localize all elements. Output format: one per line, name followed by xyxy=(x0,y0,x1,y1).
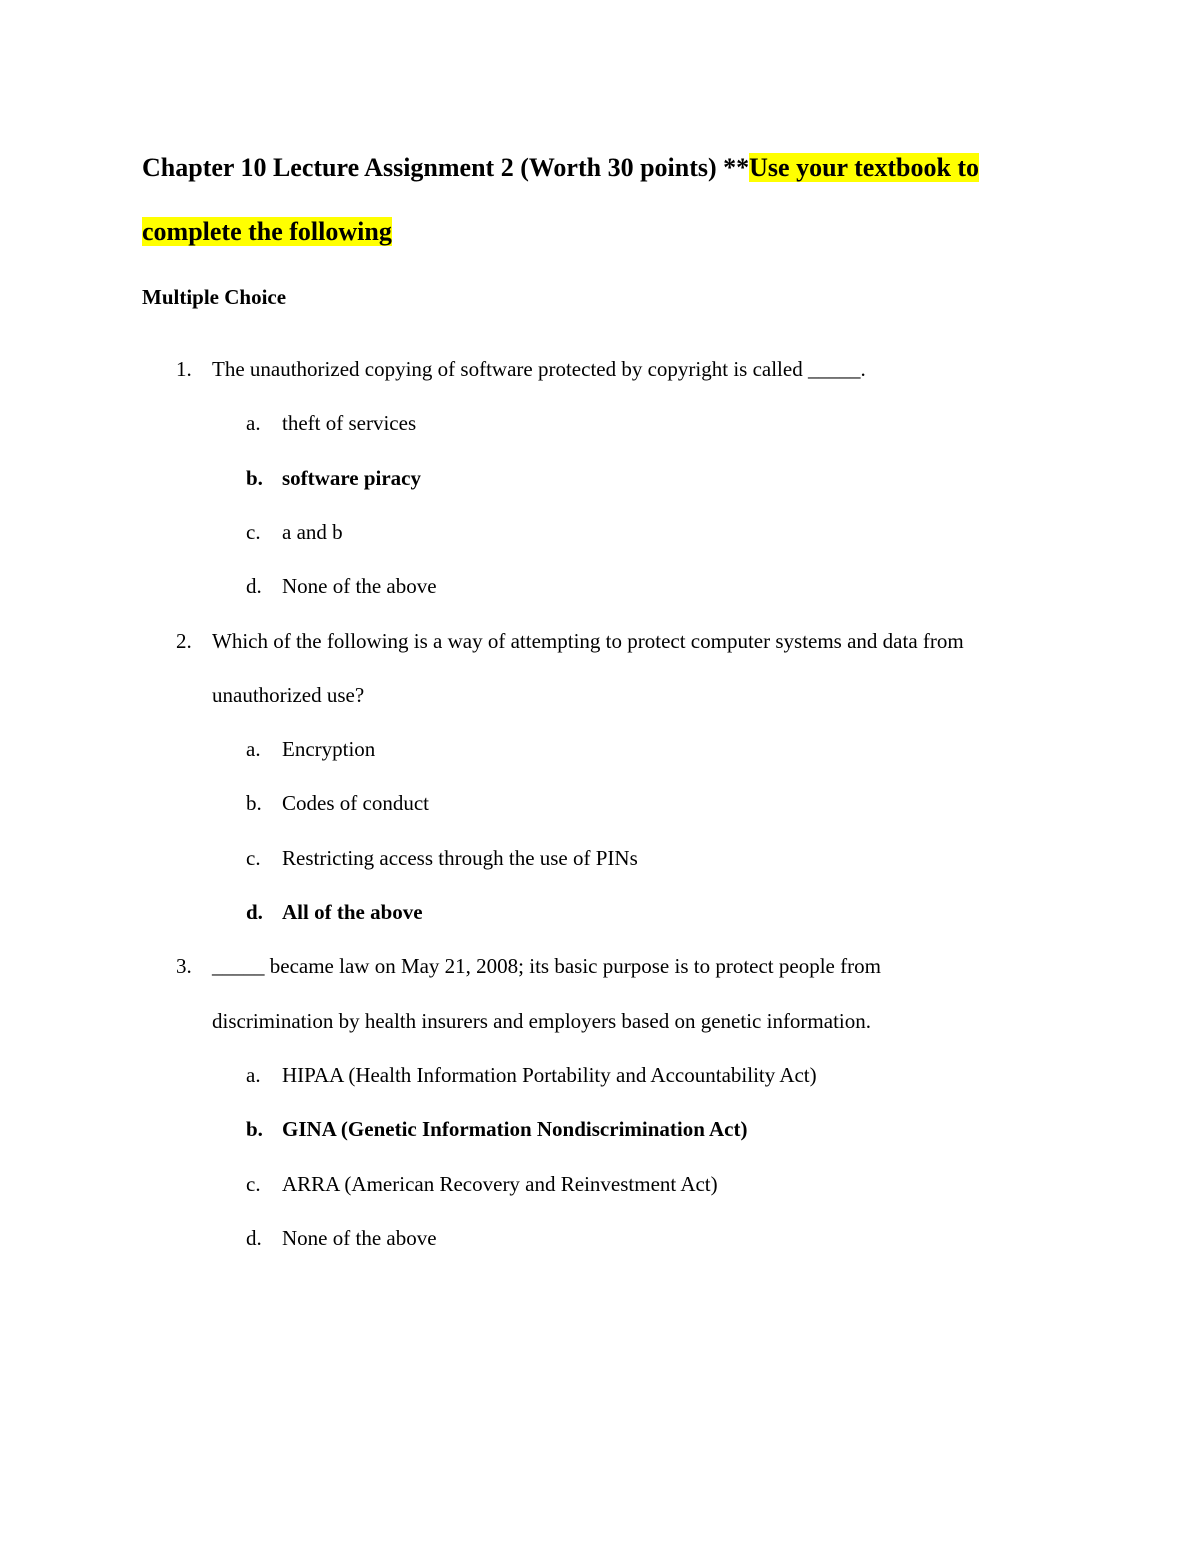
option-letter: d. xyxy=(246,1225,262,1250)
title-highlight-line1: Use your textbook to xyxy=(749,153,980,182)
title-main: Chapter 10 Lecture Assignment 2 (Worth 30 points) ** xyxy=(142,153,750,182)
question-text: _____ became law on May 21, 2008; its basic purpose is to protect people from xyxy=(212,954,881,979)
section-heading: Multiple Choice xyxy=(142,285,287,309)
question-text: The unauthorized copying of software protected by copyright is called _____. xyxy=(212,357,866,381)
question-text: Which of the following is a way of attempting to protect computer systems and data from xyxy=(212,628,964,653)
option-text: Codes of conduct xyxy=(282,791,429,816)
option-letter: a. xyxy=(246,1062,261,1087)
option-text: software piracy xyxy=(282,465,421,490)
option-letter: a. xyxy=(246,737,261,762)
option-text: None of the above xyxy=(282,574,437,599)
question-text: discrimination by health insurers and employers based on genetic information. xyxy=(212,1008,871,1033)
option-letter: d. xyxy=(246,574,262,599)
option-text: HIPAA (Health Information Portability and Accountability Act) xyxy=(282,1062,817,1087)
title-highlight-line2: complete the following xyxy=(142,217,392,246)
option-letter: c. xyxy=(246,845,261,870)
option-text: None of the above xyxy=(282,1225,437,1250)
option-letter: c. xyxy=(246,1171,261,1196)
question-number: 3. xyxy=(176,954,192,979)
option-letter: b. xyxy=(246,465,263,490)
question-number: 1. xyxy=(176,357,192,381)
option-text: GINA (Genetic Information Nondiscrimination Act) xyxy=(282,1117,748,1142)
option-letter: d. xyxy=(246,900,263,924)
option-letter: c. xyxy=(246,519,261,544)
question-text: unauthorized use? xyxy=(212,682,365,707)
option-letter: b. xyxy=(246,1117,263,1142)
option-text: a and b xyxy=(282,519,343,544)
question-number: 2. xyxy=(176,628,192,653)
option-text: ARRA (American Recovery and Reinvestment Act) xyxy=(282,1171,718,1196)
option-text: Encryption xyxy=(282,737,376,762)
option-text: Restricting access through the use of PINs xyxy=(282,845,638,870)
option-text: All of the above xyxy=(282,900,423,924)
page-title xyxy=(142,136,1062,264)
option-text: theft of services xyxy=(282,411,417,436)
option-letter: a. xyxy=(246,411,261,436)
option-letter: b. xyxy=(246,791,262,816)
